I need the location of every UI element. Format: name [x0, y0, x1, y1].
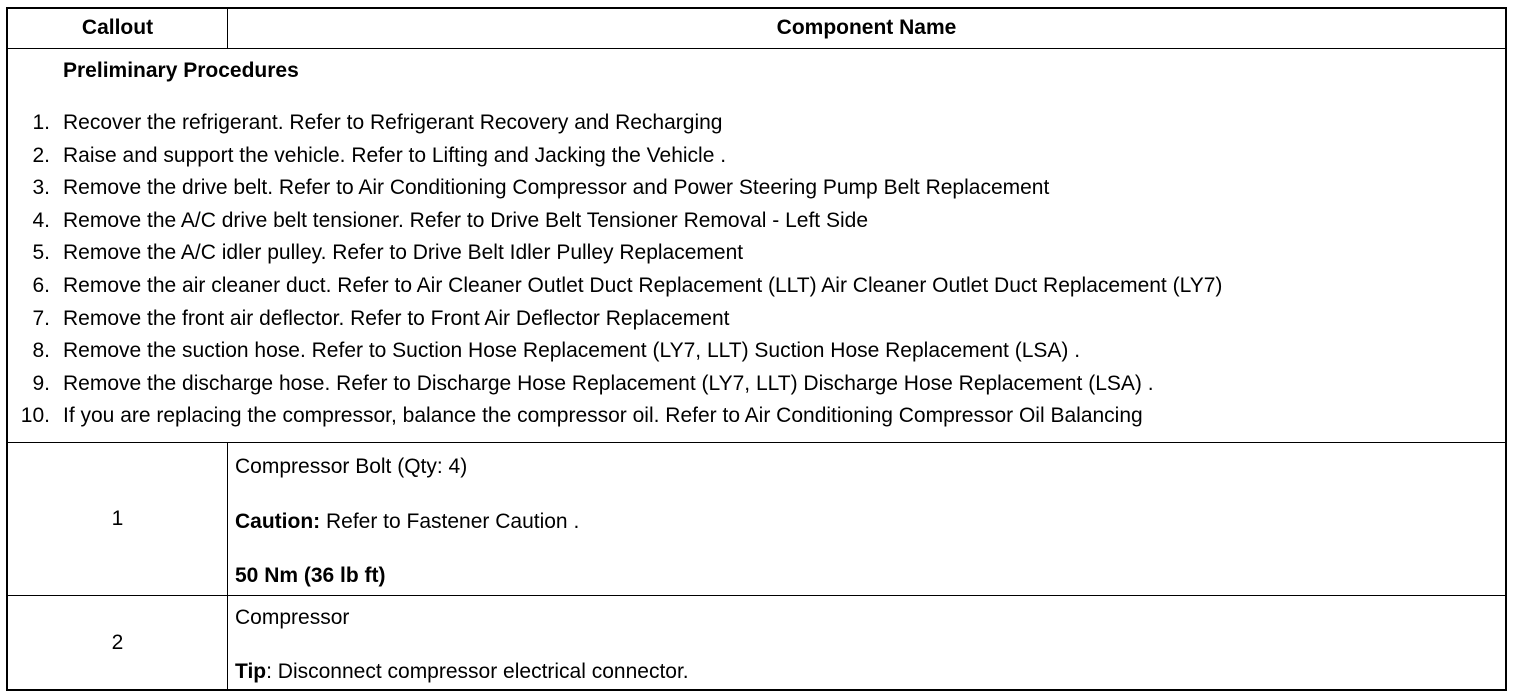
component-name: Compressor — [235, 606, 350, 629]
step-text: Remove the air cleaner duct. Refer to Air Cleaner Outlet Duct Replacement (LLT) Air Cleaner Outlet Duct Replacement (LY7) — [63, 273, 1223, 297]
step-number: 7. — [32, 306, 50, 330]
table-row — [8, 443, 1505, 596]
step-number: 5. — [32, 241, 50, 265]
caution-note — [235, 510, 579, 534]
preliminary-title: Preliminary Procedures — [63, 59, 299, 82]
preliminary-procedures — [8, 49, 1505, 443]
step-number: 9. — [32, 371, 50, 395]
step-text: Recover the refrigerant. Refer to Refrigerant Recovery and Recharging — [63, 111, 723, 134]
step-text: Remove the A/C drive belt tensioner. Refer to Drive Belt Tensioner Removal - Left Side — [63, 208, 869, 232]
callout-number: 1 — [8, 443, 228, 595]
table-header — [8, 9, 1505, 49]
step-number: 2. — [32, 143, 50, 167]
step-text: Remove the suction hose. Refer to Suction Hose Replacement (LY7, LLT) Suction Hose Replacement (LSA) . — [63, 339, 1081, 363]
step-text: Remove the A/C idler pulley. Refer to Drive Belt Idler Pulley Replacement — [63, 241, 744, 265]
step-number: 6. — [32, 273, 50, 297]
caution-text: Refer to Fastener Caution . — [320, 510, 580, 533]
step-number: 1. — [32, 111, 50, 134]
step-number: 10. — [20, 404, 50, 428]
step-text: Remove the discharge hose. Refer to Discharge Hose Replacement (LY7, LLT) Discharge Hose Replacement (LSA) . — [63, 371, 1154, 395]
table-row — [8, 596, 1505, 689]
step-text: Raise and support the vehicle. Refer to Lifting and Jacking the Vehicle . — [63, 143, 727, 167]
caution-label: Caution: — [235, 510, 321, 533]
step-text: Remove the drive belt. Refer to Air Conditioning Compressor and Power Steering Pump Belt Replacement — [63, 176, 1050, 200]
step-number: 3. — [32, 176, 50, 200]
step-text: Remove the front air deflector. Refer to Front Air Deflector Replacement — [63, 306, 730, 330]
step-text: If you are replacing the compressor, balance the compressor oil. Refer to Air Conditioning Compressor Oil Balancing — [63, 404, 1143, 428]
component-table — [6, 7, 1507, 691]
tip-label: Tip — [235, 660, 267, 683]
callout-number: 2 — [8, 596, 228, 689]
tip-note — [235, 660, 689, 684]
torque-spec: 50 Nm (36 lb ft) — [235, 564, 386, 587]
header-component-name: Component Name — [776, 16, 957, 39]
component-name: Compressor Bolt (Qty: 4) — [235, 455, 468, 478]
header-callout: Callout — [8, 9, 228, 49]
step-number: 8. — [32, 339, 50, 363]
step-number: 4. — [32, 208, 50, 232]
tip-text: : Disconnect compressor electrical connector. — [266, 660, 689, 683]
